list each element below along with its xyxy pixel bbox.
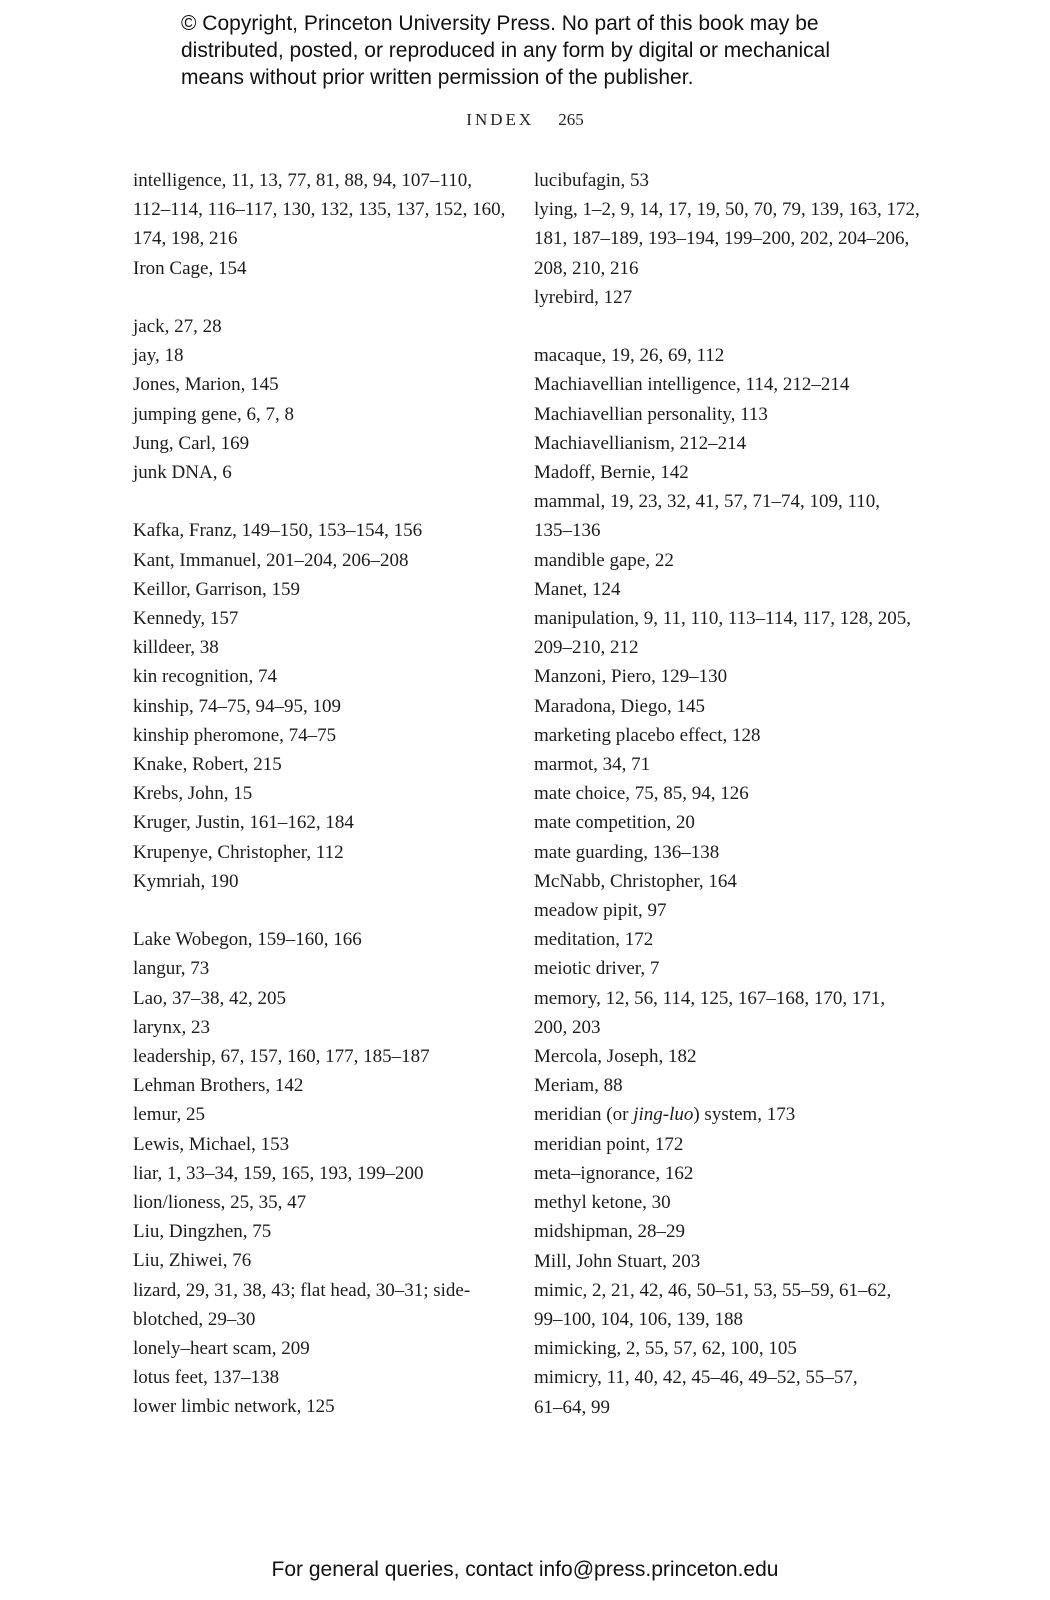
index-column-right <box>534 166 920 1422</box>
index-entry-text: methyl ketone, 30 <box>534 1192 671 1214</box>
index-entry-text: Manzoni, Piero, 129–130 <box>534 666 728 688</box>
index-entry <box>534 195 920 283</box>
index-entry-text: Jung, Carl, 169 <box>133 432 250 454</box>
index-entry <box>534 1363 914 1421</box>
index-entry-text: lonely–heart scam, 209 <box>133 1338 310 1360</box>
index-entry <box>534 283 914 312</box>
index-entry-text: Lao, 37–38, 42, 205 <box>133 987 287 1009</box>
index-entry <box>534 984 914 1042</box>
index-entry-text: Krupenye, Christopher, 112 <box>133 841 344 863</box>
index-entry <box>133 1276 508 1334</box>
index-entry <box>133 516 508 545</box>
index-entry-text: marketing placebo effect, 128 <box>534 724 761 746</box>
index-entry <box>133 1042 508 1071</box>
index-entry-text: Lewis, Michael, 153 <box>133 1133 290 1155</box>
index-entry-text: kin recognition, 74 <box>133 666 278 688</box>
index-entry-text: manipulation, 9, 11, 110, 113–114, 117, 128, 205, <box>534 608 911 630</box>
index-entry <box>534 1100 914 1129</box>
index-entry <box>133 633 508 662</box>
index-entry-text: midshipman, 28–29 <box>534 1221 685 1243</box>
index-entry-text: lucibufagin, 53 <box>534 170 650 191</box>
index-entry <box>534 370 914 399</box>
index-entry-text: jack, 27, 28 <box>133 316 222 337</box>
index-entry-continuation: 181, 187–189, 193–194, 199–200, 202, 204–206, <box>534 228 910 250</box>
copyright-line: distributed, posted, or reproduced in any form by digital or mechanical <box>181 39 831 62</box>
index-entry <box>534 400 914 429</box>
index-entry <box>133 692 508 721</box>
index-entry-text: Manet, 124 <box>534 578 621 600</box>
index-entry <box>534 1042 914 1071</box>
index-entry <box>133 166 508 254</box>
index-entry <box>133 1013 508 1042</box>
index-entry-text: Jones, Marion, 145 <box>133 374 279 396</box>
copyright-line: means without prior written permission of the publisher. <box>181 66 694 89</box>
index-entry <box>133 1392 508 1421</box>
index-entry-text: meridian point, 172 <box>534 1133 684 1155</box>
index-entry <box>534 1276 914 1334</box>
index-entry <box>133 429 508 458</box>
index-entry <box>133 1071 508 1100</box>
index-entry-text: Madoff, Bernie, 142 <box>534 462 689 484</box>
index-entry-text: Krebs, John, 15 <box>133 783 253 805</box>
index-entry <box>133 546 508 575</box>
index-entry-text: Lake Wobegon, 159–160, 166 <box>133 929 362 951</box>
index-entry <box>534 487 914 545</box>
index-entry-text: meadow pipit, 97 <box>534 900 667 922</box>
index-entry <box>133 1130 508 1159</box>
index-entry <box>133 779 508 808</box>
index-entry <box>534 779 914 808</box>
index-entry <box>534 604 914 662</box>
index-entry-text: killdeer, 38 <box>133 637 219 659</box>
index-entry-text: Mill, John Stuart, 203 <box>534 1250 701 1272</box>
index-entry <box>133 400 508 429</box>
index-entry <box>534 867 914 896</box>
index-entry-text: Kant, Immanuel, 201–204, 206–208 <box>133 549 409 571</box>
index-entry <box>534 166 914 195</box>
index-entry <box>534 838 914 867</box>
index-entry-text: McNabb, Christopher, 164 <box>534 870 737 892</box>
index-entry-continuation: 174, 198, 216 <box>133 228 238 250</box>
index-entry <box>133 1363 508 1392</box>
index-entry-text: meditation, 172 <box>534 929 654 951</box>
index-entry-text: Lehman Brothers, 142 <box>133 1075 304 1097</box>
index-entry <box>534 925 914 954</box>
index-entry-text: kinship pheromone, 74–75 <box>133 724 337 746</box>
index-entry <box>534 750 914 779</box>
index-entry <box>133 1100 508 1129</box>
index-entry-text: Kymriah, 190 <box>133 870 239 892</box>
index-entry-text: Meriam, 88 <box>534 1075 623 1097</box>
index-entry-text: meta–ignorance, 162 <box>534 1162 694 1184</box>
index-entry-text: intelligence, 11, 13, 77, 81, 88, 94, 107–110, <box>133 170 472 191</box>
index-entry <box>133 1246 508 1275</box>
index-entry <box>133 750 508 779</box>
index-entry <box>133 604 508 633</box>
page-number: 265 <box>558 110 584 129</box>
index-entry-text: Machiavellian intelligence, 114, 212–214 <box>534 374 850 396</box>
index-entry <box>133 341 508 370</box>
running-head-label: INDEX <box>466 110 535 129</box>
index-entry-continuation: 99–100, 104, 106, 139, 188 <box>534 1308 743 1330</box>
running-head <box>0 110 1050 130</box>
index-entry-continuation: 209–210, 212 <box>534 637 639 659</box>
index-entry-text: lower limbic network, 125 <box>133 1396 335 1418</box>
index-entry-continuation: 61–64, 99 <box>534 1396 610 1418</box>
index-entry-text: Knake, Robert, 215 <box>133 754 282 776</box>
index-entry <box>534 1334 914 1363</box>
index-entry <box>534 954 914 983</box>
index-entry-text: marmot, 34, 71 <box>534 754 651 776</box>
index-entry-text: meiotic driver, 7 <box>534 958 660 980</box>
index-entry-text: mate guarding, 136–138 <box>534 841 720 863</box>
index-entry-text: Machiavellian personality, 113 <box>534 403 768 425</box>
index-entry-text: mimicry, 11, 40, 42, 45–46, 49–52, 55–57, <box>534 1367 858 1389</box>
index-entry-text: Maradona, Diego, 145 <box>534 695 705 717</box>
index-column-left <box>133 166 508 1422</box>
index-entry-continuation: 112–114, 116–117, 130, 132, 135, 137, 152, 160, <box>133 199 506 221</box>
index-entry <box>133 954 508 983</box>
index-entry <box>133 721 508 750</box>
index-entry <box>534 808 914 837</box>
index-entry-text: jumping gene, 6, 7, 8 <box>133 403 294 425</box>
copyright-line: © Copyright, Princeton University Press. No part of this book may be <box>181 12 819 35</box>
index-entry <box>133 808 508 837</box>
index-entry-text: mandible gape, 22 <box>534 549 674 571</box>
index-entry <box>133 1334 508 1363</box>
index-entry <box>534 1071 914 1100</box>
index-entry <box>534 1247 914 1276</box>
index-entry <box>534 458 914 487</box>
index-entry <box>133 838 508 867</box>
index-entry-text: Kruger, Justin, 161–162, 184 <box>133 812 354 834</box>
index-entry <box>133 1217 508 1246</box>
index-entry-text: macaque, 19, 26, 69, 112 <box>534 345 725 367</box>
index-entry-text: leadership, 67, 157, 160, 177, 185–187 <box>133 1046 430 1068</box>
index-entry <box>133 925 508 954</box>
index-entry-continuation: blotched, 29–30 <box>133 1308 256 1330</box>
index-entry <box>534 429 914 458</box>
index-entry-text: lion/lioness, 25, 35, 47 <box>133 1192 307 1214</box>
index-entry <box>534 1159 914 1188</box>
index-entry-text: Kafka, Franz, 149–150, 153–154, 156 <box>133 520 423 542</box>
footer-contact: For general queries, contact info@press.princeton.edu <box>271 1558 779 1581</box>
index-entry-text: Liu, Zhiwei, 76 <box>133 1250 252 1272</box>
index-entry <box>534 341 914 370</box>
index-entry-text: lyrebird, 127 <box>534 286 633 308</box>
index-entry <box>534 1188 914 1217</box>
index-entry-text: Mercola, Joseph, 182 <box>534 1046 697 1068</box>
index-entry <box>534 575 914 604</box>
index-entry <box>133 662 508 691</box>
index-entry <box>133 312 508 341</box>
index-entry <box>133 984 508 1013</box>
index-entry <box>133 867 508 896</box>
index-entry-text: liar, 1, 33–34, 159, 165, 193, 199–200 <box>133 1162 424 1184</box>
index-entry-text: Liu, Dingzhen, 75 <box>133 1221 272 1243</box>
index-entry-continuation: 200, 203 <box>534 1016 601 1038</box>
index-entry-text: mate choice, 75, 85, 94, 126 <box>534 783 749 805</box>
copyright-notice <box>181 10 901 91</box>
index-entry-text: langur, 73 <box>133 958 210 980</box>
index-entry <box>133 1159 508 1188</box>
index-entry-text: mate competition, 20 <box>534 812 695 834</box>
index-entry <box>534 546 914 575</box>
index-entry-text: Machiavellianism, 212–214 <box>534 432 747 454</box>
index-entry-continuation: 208, 210, 216 <box>534 257 639 279</box>
index-entry <box>534 662 914 691</box>
index-entry-continuation: 135–136 <box>534 520 601 542</box>
index-entry-text: Kennedy, 157 <box>133 608 239 630</box>
index-entry <box>133 370 508 399</box>
index-entry-text: mammal, 19, 23, 32, 41, 57, 71–74, 109, 110, <box>534 491 881 513</box>
index-entry-text: lotus feet, 137–138 <box>133 1367 280 1389</box>
index-entry-text: jay, 18 <box>133 345 184 367</box>
index-entry-text: lizard, 29, 31, 38, 43; flat head, 30–31; side- <box>133 1279 471 1301</box>
index-entry <box>534 1217 914 1246</box>
index-entry-text: junk DNA, 6 <box>133 462 232 484</box>
index-entry-text: Iron Cage, 154 <box>133 257 247 279</box>
index-entry <box>133 458 508 487</box>
index-entry <box>534 896 914 925</box>
index-entry-text: meridian (or jing-luo) system, 173 <box>534 1104 796 1126</box>
index-entry <box>534 1130 914 1159</box>
index-entry-text: larynx, 23 <box>133 1016 211 1038</box>
index-entry <box>133 1188 508 1217</box>
index-entry <box>534 721 914 750</box>
index-entry-text: kinship, 74–75, 94–95, 109 <box>133 695 341 717</box>
index-entry <box>534 692 914 721</box>
index-entry <box>133 575 508 604</box>
index-entry-text: mimic, 2, 21, 42, 46, 50–51, 53, 55–59, 61–62, <box>534 1279 892 1301</box>
index-entry-text: Keillor, Garrison, 159 <box>133 578 301 600</box>
index-entry-text: lemur, 25 <box>133 1104 206 1126</box>
index-entry-text: memory, 12, 56, 114, 125, 167–168, 170, 171, <box>534 987 886 1009</box>
index-entry-text: mimicking, 2, 55, 57, 62, 100, 105 <box>534 1338 797 1360</box>
index-entry-text: lying, 1–2, 9, 14, 17, 19, 50, 70, 79, 139, 163, 172, <box>534 199 920 221</box>
index-entry <box>133 254 508 283</box>
